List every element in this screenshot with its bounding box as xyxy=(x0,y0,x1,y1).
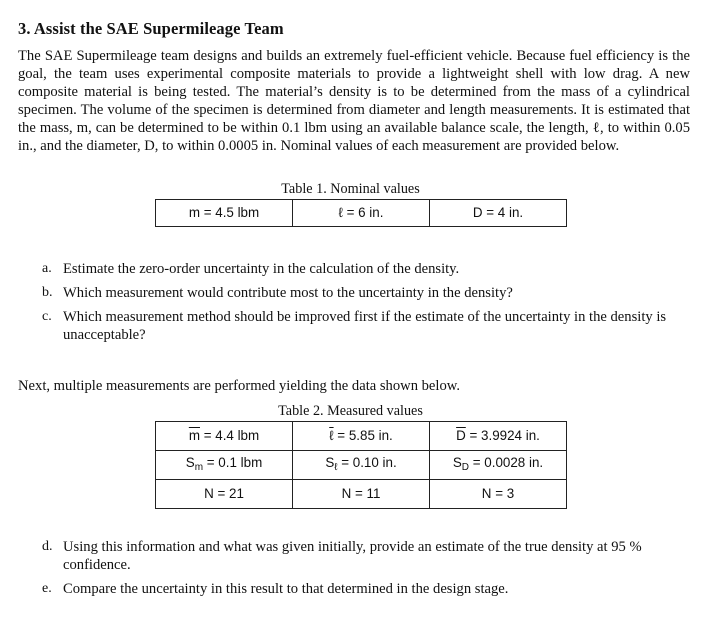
cell-symbol: $\overline{D}$ xyxy=(456,428,466,443)
cell-value: = 0.0028 in. xyxy=(469,454,544,470)
question-text: Using this information and what was given initially, provide an estimate of the true density at 95 % confidence. xyxy=(63,539,642,573)
table2-caption: Table 2. Measured values xyxy=(278,403,423,419)
table-cell xyxy=(293,480,430,509)
measured-values-table xyxy=(155,421,567,509)
cell-value: = 4.4 lbm xyxy=(199,428,260,443)
cell-symbol: N xyxy=(481,486,492,501)
cell-symbol: $\overline{m}$ xyxy=(188,428,200,443)
table-cell: m = 4.5 lbm xyxy=(156,200,293,227)
table-row xyxy=(156,480,567,509)
cell-value: = 0.1 lbm xyxy=(203,454,263,470)
nominal-values-table xyxy=(155,199,567,227)
cell-symbol: N xyxy=(341,486,352,501)
table-cell xyxy=(430,480,567,509)
question-text: Which measurement method should be improved first if the estimate of the uncertainty in the density is unacceptable? xyxy=(63,309,667,343)
problem-intro: The SAE Supermileage team designs and builds an extremely fuel-efficient vehicle. Because fuel efficiency is the goal, the team uses experimental composite materials to provide a lightweight shell with low drag. A new composite material is being tested. The material’s density is to be determined from the mass of a cylindrical specimen. The volume of the specimen is determined from diameter and length measurements. It is estimated that the mass, m, can be determined to be within 0.1 lbm using an available balance scale, the length, ℓ, to within 0.05 in., and the diameter, D, to within 0.0005 in. Nominal values of each measurement are provided below. xyxy=(18,48,690,154)
cell-value: = 21 xyxy=(213,486,244,501)
cell-subscript: D xyxy=(461,461,470,473)
cell-value: = 3.9924 in. xyxy=(465,428,540,443)
question-label: a. xyxy=(42,261,52,276)
table-cell xyxy=(156,480,293,509)
table-row xyxy=(156,200,567,227)
table-cell xyxy=(156,451,293,480)
table-cell xyxy=(156,422,293,451)
table-cell xyxy=(293,422,430,451)
question-text: Compare the uncertainty in this result to that determined in the design stage. xyxy=(63,581,509,597)
cell-symbol: S xyxy=(325,454,335,470)
table-cell xyxy=(293,451,430,480)
question-label: e. xyxy=(42,581,52,596)
table-row xyxy=(156,422,567,451)
table-cell: D = 4 in. xyxy=(430,200,567,227)
cell-value: = 11 xyxy=(351,486,381,501)
table1-caption: Table 1. Nominal values xyxy=(281,181,420,197)
next-paragraph: Next, multiple measurements are performed yielding the data shown below. xyxy=(18,378,461,394)
cell-value: = 3 xyxy=(491,486,515,501)
cell-value: = 0.10 in. xyxy=(337,454,397,470)
cell-symbol: S xyxy=(185,454,195,470)
question-text: Estimate the zero-order uncertainty in the calculation of the density. xyxy=(63,261,460,277)
table-row xyxy=(156,451,567,480)
cell-subscript: ℓ xyxy=(334,461,338,473)
question-text: Which measurement would contribute most to the uncertainty in the density? xyxy=(63,285,513,301)
question-label: d. xyxy=(42,539,53,554)
table-cell: ℓ = 6 in. xyxy=(293,200,430,227)
cell-value: = 5.85 in. xyxy=(333,428,393,443)
problem-title: 3. Assist the SAE Supermileage Team xyxy=(18,19,284,38)
cell-symbol: N xyxy=(204,486,214,501)
cell-subscript: m xyxy=(194,461,204,473)
question-label: c. xyxy=(42,309,52,324)
table-cell xyxy=(430,422,567,451)
table-cell xyxy=(430,451,567,480)
cell-symbol: ℓ xyxy=(329,428,334,443)
cell-symbol: S xyxy=(452,454,462,470)
question-label: b. xyxy=(42,285,53,300)
